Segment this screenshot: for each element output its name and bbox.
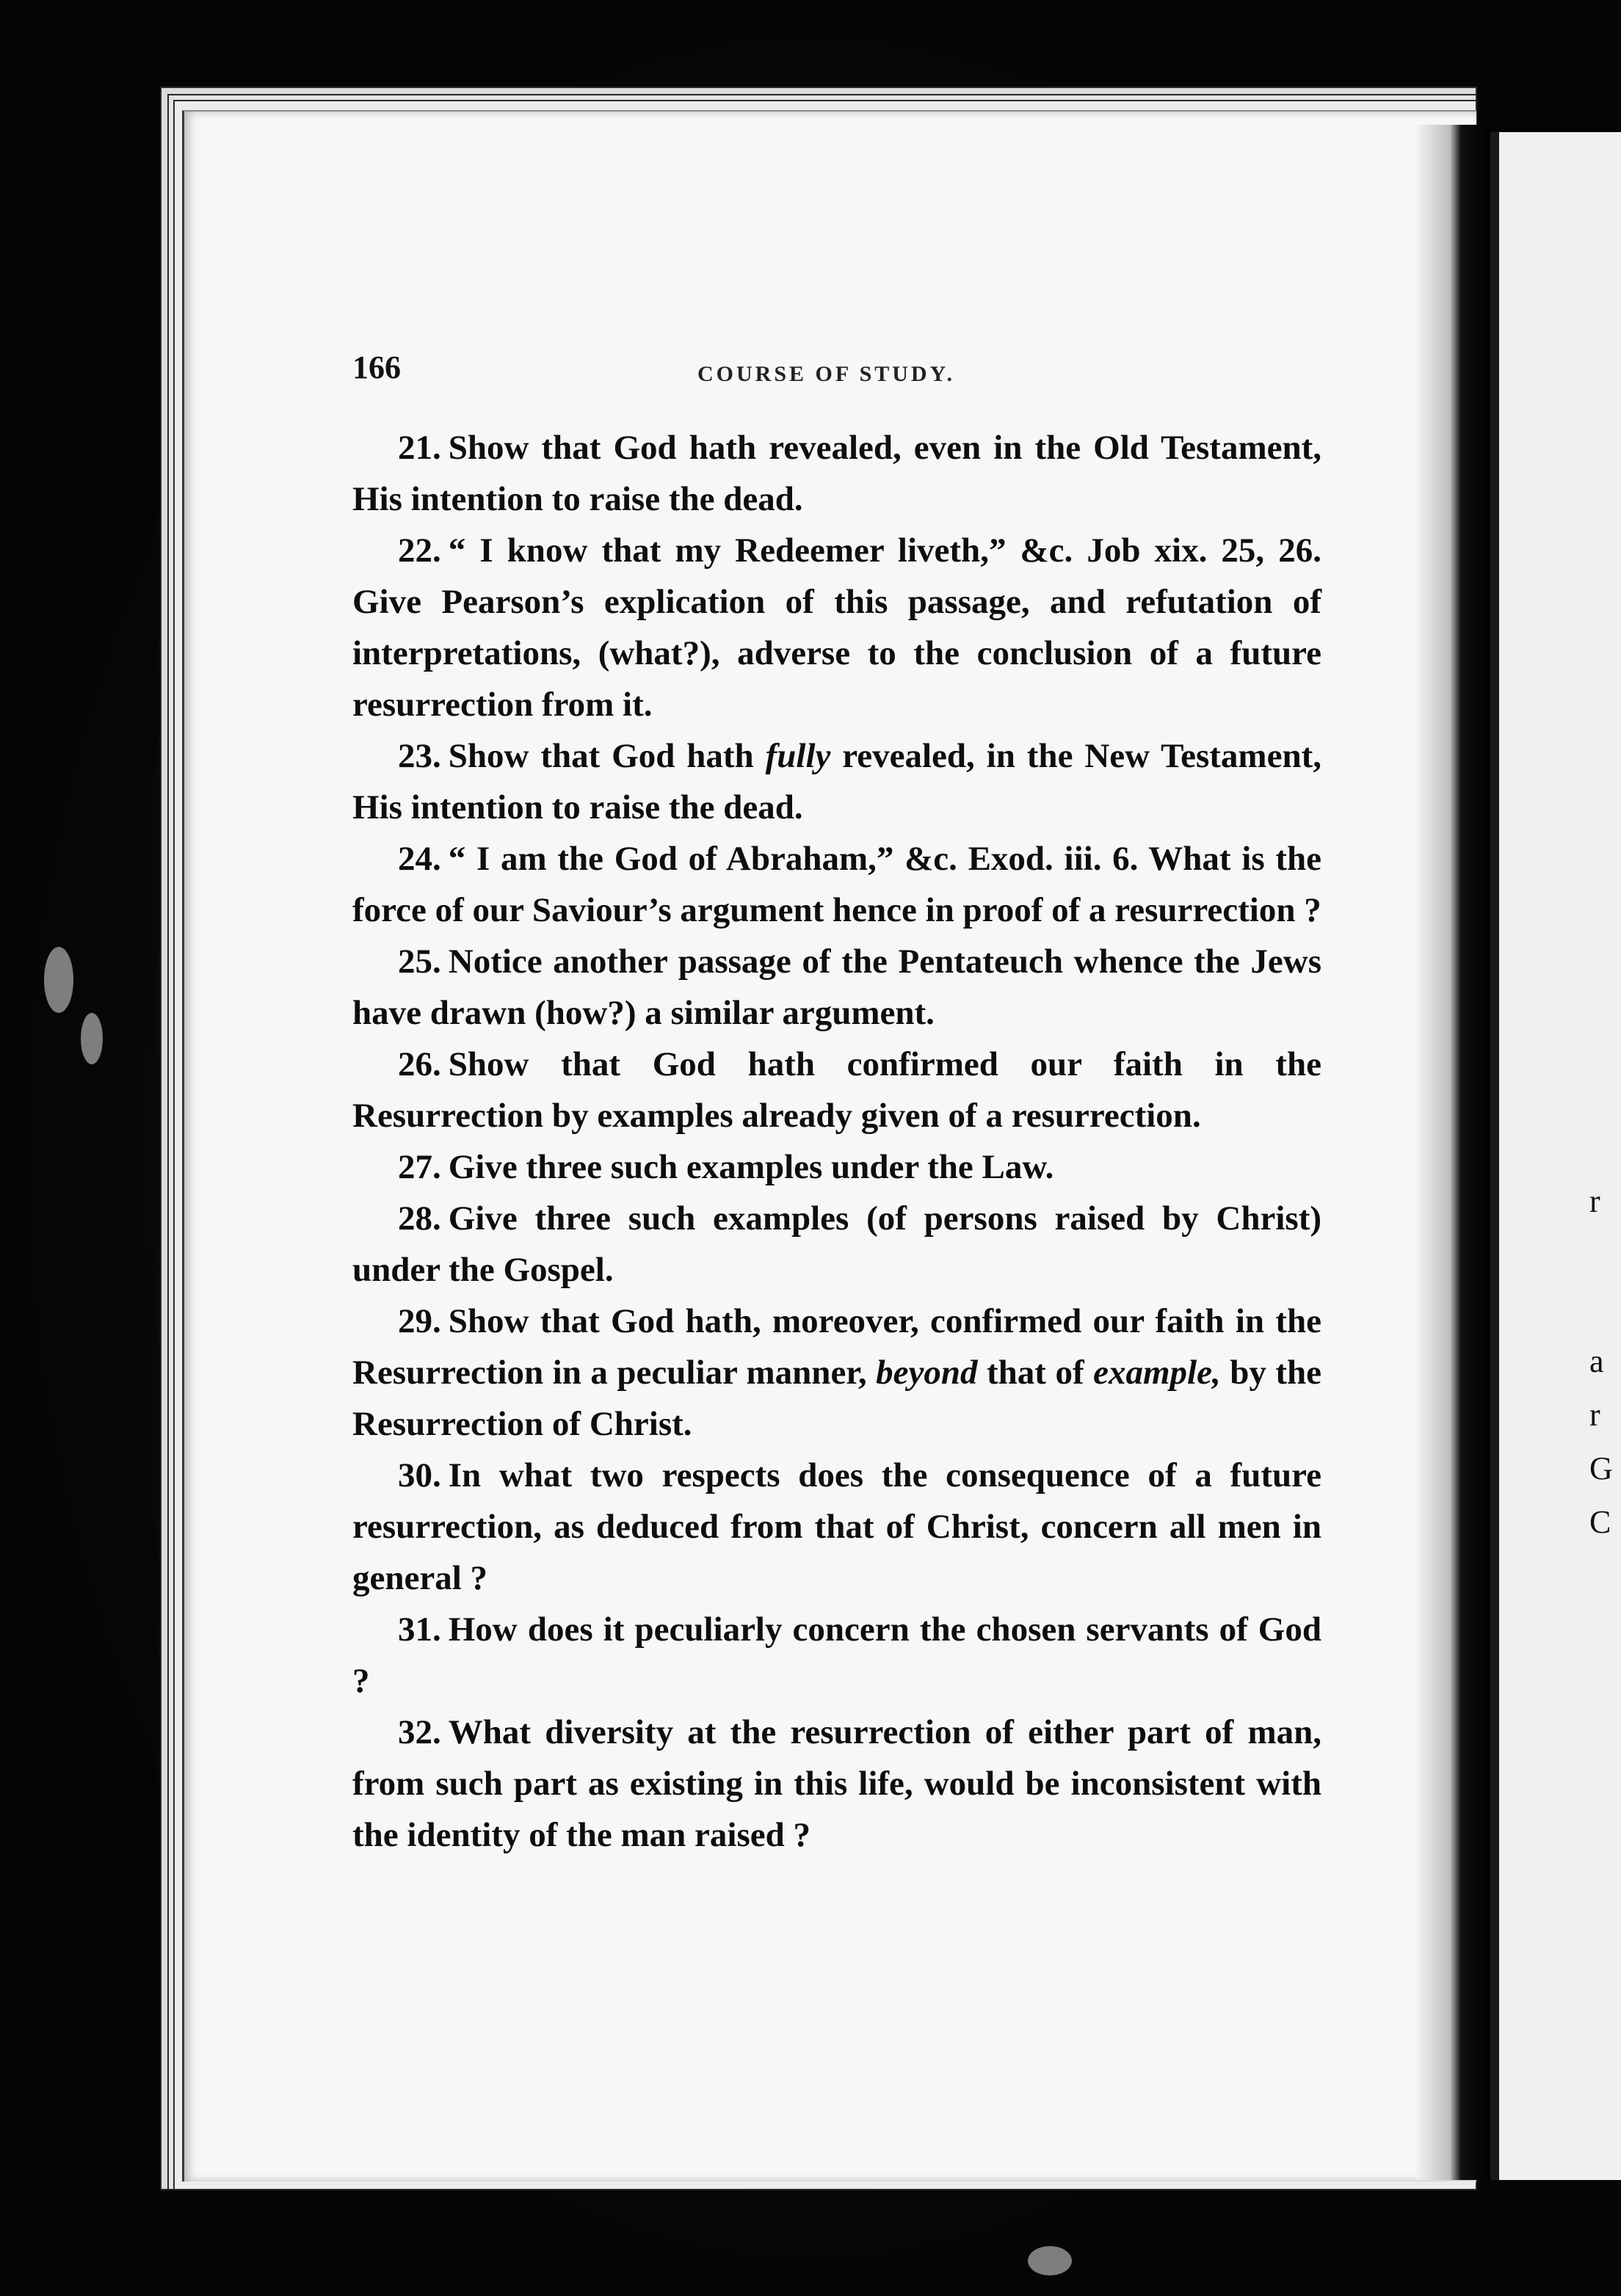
question-number: 21. <box>398 429 441 467</box>
question-text: Show that God hath confirmed our faith in the Resurrection by examples already given of a resurrection. <box>352 1045 1321 1135</box>
question-text: “ I know that my Redeemer liveth,” &c. Job xix. 25, 26. Give Pearson’s explication of this passage, and refutation of interpretations, (what?), adverse to the conclusion of a future resurrection from it. <box>352 531 1321 724</box>
facing-page-letter: C <box>1589 1504 1611 1540</box>
question-text: revealed, in the New Testament, His intention to raise the dead. <box>352 737 1321 827</box>
question-number: 24. <box>398 840 441 878</box>
page-number: 166 <box>352 349 401 385</box>
emphasis-text: fully <box>765 737 831 775</box>
emphasis-text: example, <box>1093 1354 1221 1392</box>
question-item <box>352 1296 1321 1450</box>
question-item <box>352 833 1321 936</box>
question-text: by the Resurrection of Christ. <box>352 1354 1322 1443</box>
question-text: “ I am the God of Abraham,” &c. Exod. iii. 6. What is the force of our Saviour’s argument hence in proof of a resurrection ? <box>352 840 1321 929</box>
question-list <box>352 422 1321 1861</box>
facing-page-text <box>1589 1174 1621 1549</box>
question-text: Give three such examples under the Law. <box>448 1148 1054 1186</box>
facing-page-letter: G <box>1589 1450 1613 1486</box>
facing-page <box>1490 132 1621 2180</box>
question-item <box>352 1193 1321 1296</box>
question-text: that of <box>977 1354 1094 1392</box>
question-number: 25. <box>398 942 441 981</box>
question-text: What diversity at the resurrection of either part of man, from such part as existing in this life, would be inconsistent with the identity of the man raised ? <box>352 1713 1321 1854</box>
scan-artifact <box>81 1013 103 1064</box>
question-number: 27. <box>398 1148 441 1186</box>
question-number: 32. <box>398 1713 441 1751</box>
question-item <box>352 1604 1321 1707</box>
question-text: Give three such examples (of persons raised by Christ) under the Gospel. <box>352 1199 1321 1289</box>
running-title: COURSE OF STUDY. <box>697 362 956 386</box>
facing-page-letter: r <box>1589 1397 1600 1433</box>
question-item <box>352 1707 1321 1861</box>
question-item <box>352 1450 1321 1604</box>
page-gutter <box>1490 132 1499 2180</box>
emphasis-text: beyond <box>876 1354 978 1392</box>
facing-page-letter: r <box>1589 1183 1600 1219</box>
question-item <box>352 1039 1321 1141</box>
question-number: 22. <box>398 531 441 570</box>
question-item <box>352 422 1321 525</box>
question-text: Show that God hath revealed, even in the Old Testament, His intention to raise the dead. <box>352 429 1321 518</box>
question-number: 28. <box>398 1199 441 1238</box>
question-item <box>352 730 1321 833</box>
scan-artifact <box>44 947 73 1013</box>
page-header <box>352 349 1321 400</box>
question-number: 26. <box>398 1045 441 1083</box>
question-item <box>352 1141 1321 1193</box>
question-item <box>352 936 1321 1039</box>
question-number: 31. <box>398 1610 441 1649</box>
question-number: 30. <box>398 1456 441 1494</box>
book-binding <box>1417 125 1490 2180</box>
facing-page-letter: a <box>1589 1343 1604 1379</box>
question-number: 29. <box>398 1302 441 1340</box>
question-text: Show that God hath, moreover, confirmed our faith in the Resurrection in a peculiar manner, <box>352 1302 1321 1392</box>
scan-artifact <box>1028 2246 1072 2275</box>
question-text: Show that God hath <box>448 737 766 775</box>
question-number: 23. <box>398 737 441 775</box>
question-text: Notice another passage of the Pentateuch whence the Jews have drawn (how?) a similar argument. <box>352 942 1321 1032</box>
question-item <box>352 525 1321 730</box>
question-text: In what two respects does the consequence of a future resurrection, as deduced from that of Christ, concern all men in general ? <box>352 1456 1321 1597</box>
question-text: How does it peculiarly concern the chosen servants of God ? <box>352 1610 1321 1700</box>
